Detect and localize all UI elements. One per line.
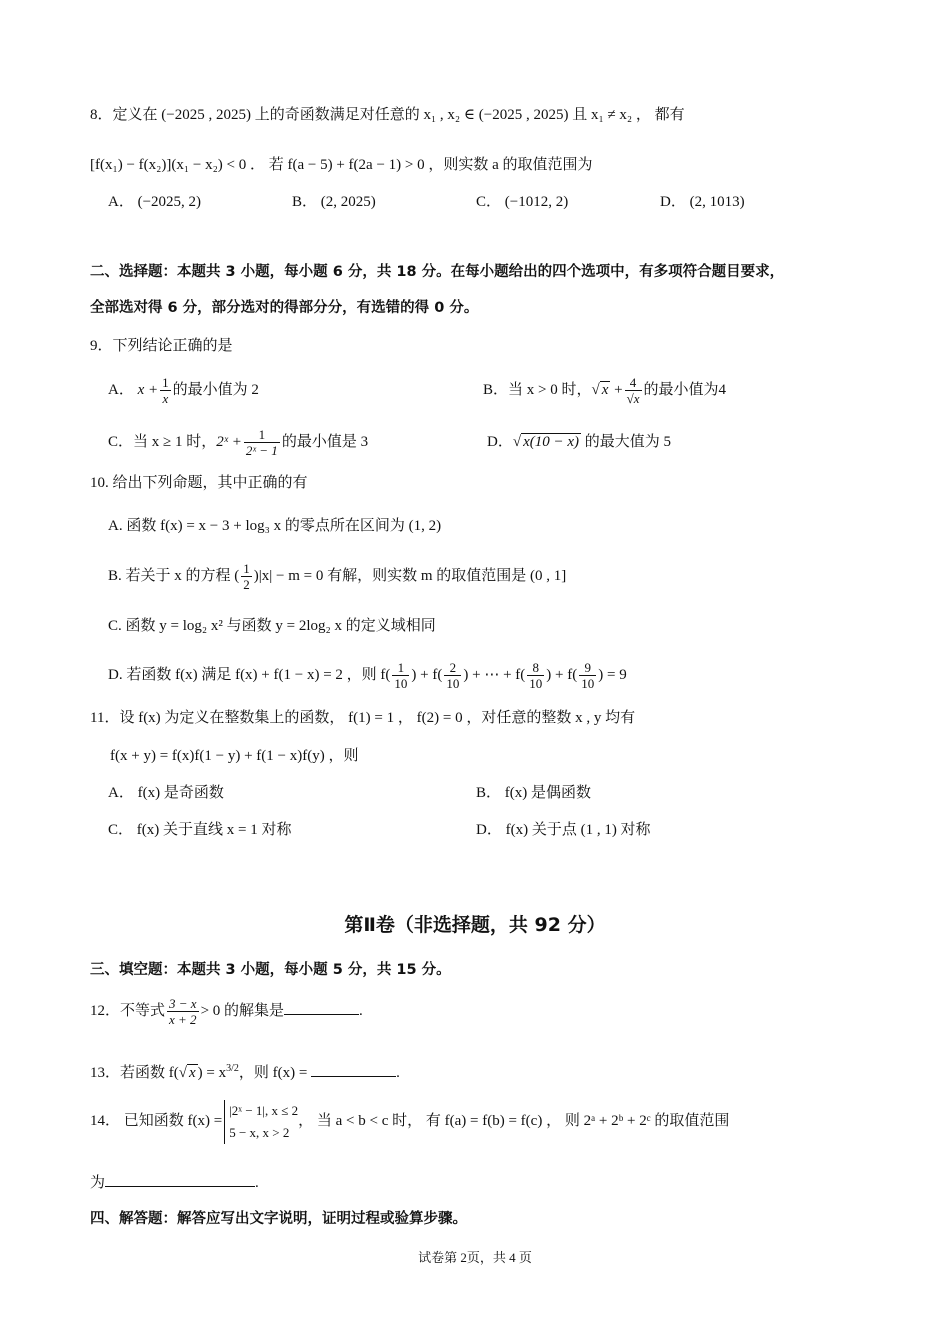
q8-option-c: C． (−1012, 2) [476, 194, 569, 210]
q11-option-b: B． f(x) 是偶函数 [476, 785, 591, 801]
q8-stem-line1: 8．定义在 (−2025 , 2025) 上的奇函数满足对任意的 x₁ , x₂ ∈ (−2025 , 2025) 且 x₁ ≠ x₂ ， 都有 [90, 107, 685, 123]
q10-stem: 10. 给出下列命题，其中正确的有 [90, 475, 308, 491]
q14-piecewise: |2ˣ − 1|, x ≤ 2 5 − x, x > 2 [224, 1100, 298, 1144]
q11-stem-line1: 11．设 f(x) 为定义在整数集上的函数， f(1) = 1 ， f(2) = 0 ，对任意的整数 x , y 均有 [90, 710, 636, 726]
page-footer: 试卷第 2页，共 4 页 [418, 1250, 532, 1265]
q13: 13．若函数 f(√ x ) = $x^{3/2}$，则 f(x) = . [90, 1063, 400, 1081]
q11-option-a: A． f(x) 是奇函数 [108, 785, 224, 801]
q9-option-a-expr: x + [137, 382, 159, 398]
q8-option-d: D． (2, 1013) [660, 194, 745, 210]
q8-option-a: A． (−2025, 2) [108, 194, 202, 210]
q9-option-b: B．当 x > 0 时，√ x + $\frac{4}{√x}$ 的最小值为4 [483, 375, 727, 407]
q9-option-b-fraction: $\frac{4}{√x}$ [626, 375, 640, 407]
q9-option-a-fraction: $\frac{1}{x}$ [162, 375, 169, 407]
q9-option-d: D．√ x(10 − x) 的最大值为 5 [487, 434, 672, 450]
q9-option-d-radicand: x(10 − x) [523, 434, 580, 450]
q9-option-b-label: B．当 x > 0 时， [483, 382, 592, 398]
q8-stem-line2: [f(x₁) − f(x₂)](x₁ − x₂) < 0 ． 若 f(a − 5) + f(2a − 1) > 0 ，则实数 a 的取值范围为 [90, 157, 593, 173]
q10-option-b-fraction: $\frac{1}{2}$ [243, 561, 250, 593]
section4-heading: 四、解答题：解答应写出文字说明，证明过程或验算步骤。 [90, 1211, 467, 1227]
q13-answer-blank[interactable] [311, 1062, 396, 1077]
q12: 12．不等式 $\frac{3 - x}{x + 2}$ > 0 的解集是 . [90, 996, 363, 1028]
q11-option-d: D． f(x) 关于点 (1 , 1) 对称 [476, 822, 651, 838]
part2-title: 第Ⅱ卷（非选择题，共 92 分） [344, 914, 606, 936]
section2-heading-line2: 全部选对得 6 分，部分选对的得部分分，有选错的得 0 分。 [90, 300, 479, 316]
q9-option-c: C．当 x ≥ 1 时，2ˣ + $\frac{1}{\text{2ˣ − 1}}$ 的最小值是 3 [108, 427, 369, 459]
q9-option-b-radicand: x [601, 382, 609, 398]
q9-option-a [108, 375, 259, 406]
q9-option-a-label: A． [108, 382, 134, 398]
q12-answer-blank[interactable] [284, 1000, 359, 1015]
q14-line2: 为 . [90, 1172, 259, 1193]
q9-option-c-label: C．当 x ≥ 1 时， [108, 434, 217, 450]
q10-option-d: D. 若函数 f(x) 满足 f(x) + f(1 − x) = 2 ，则 f( $\frac{1}{10}$ ) + f( $\frac{2}{10}$ ) + ⋯ + f( $\frac{8}{10}$ ) + f( $\frac{9}{10}$ ) = 9 [108, 660, 627, 692]
q9-option-d-label: D． [487, 434, 513, 450]
q13-exponent: 3/2 [226, 1063, 239, 1074]
q8-option-b: B． (2, 2025) [292, 194, 376, 210]
q9-option-c-fraction: $\frac{1}{\text{2ˣ − 1}}$ [245, 427, 278, 459]
q9-option-b-text: 的最小值为4 [643, 382, 727, 398]
section3-heading: 三、填空题：本题共 3 小题，每小题 5 分，共 15 分。 [90, 962, 451, 978]
q10-option-c: C. 函数 y = log₂ x² 与函数 y = 2log₂ x 的定义域相同 [108, 618, 436, 634]
q9-stem: 9．下列结论正确的是 [90, 338, 233, 354]
q9-option-d-text: 的最大值为 5 [584, 434, 672, 450]
q10-option-a: A. 函数 f(x) = x − 3 + log₃ x 的零点所在区间为 (1, 2) [108, 518, 442, 534]
q14-answer-blank[interactable] [105, 1172, 255, 1187]
q10-option-b: B. 若关于 x 的方程 ( $\frac{1}{2}$ )|x| − m = 0 有解，则实数 m 的取值范围是 (0 , 1] [108, 561, 567, 593]
q11-stem-line2: f(x + y) = f(x)f(1 − y) + f(1 − x)f(y) ，则 [110, 748, 359, 764]
q14-line1: 14． 已知函数 f(x) = |2ˣ − 1|, x ≤ 2 5 − x, x > 2 ， 当 a < b < c 时， 有 f(a) = f(b) = f(c) ， 则 2ᵃ + 2ᵇ + 2ᶜ 的取值范围 [90, 1098, 729, 1144]
q9-option-c-text: 的最小值是 3 [281, 434, 369, 450]
q12-fraction: $\frac{3 - x}{x + 2}$ [169, 996, 197, 1028]
section2-heading-line1: 二、选择题：本题共 3 小题，每小题 6 分，共 18 分。在每小题给出的四个选项中，有多项符合题目要求， [90, 264, 785, 280]
q9-option-a-text: 的最小值为 2 [172, 382, 259, 398]
q11-option-c: C． f(x) 关于直线 x = 1 对称 [108, 822, 292, 838]
